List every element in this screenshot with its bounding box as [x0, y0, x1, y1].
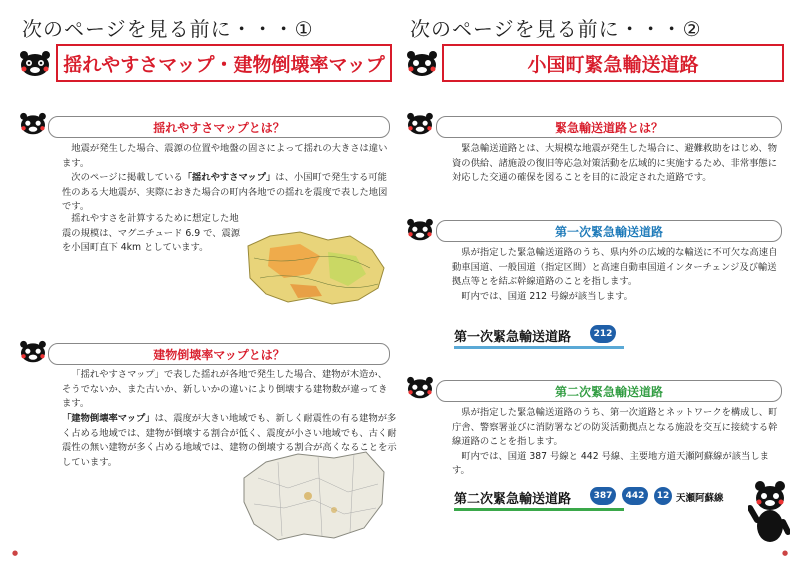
paragraph: 「揺れやすさマップ」で表した揺れが各地で発生した場合、建物が木造か、そうでないか、また古いか、新しいかの違いにより倒壊する建物数が違ってきます。 [62, 369, 388, 409]
right-title: 小国町緊急輸送道路 [442, 44, 784, 82]
route-442-shield-icon: 442 [622, 487, 648, 505]
shaking-map-text-2 [62, 212, 244, 256]
bear-mascot-icon [18, 112, 48, 136]
secondary-road-text [452, 406, 784, 479]
emergency-road-text [452, 142, 782, 186]
shaking-map-image [240, 228, 388, 308]
bear-mascot-icon [405, 218, 435, 242]
paragraph: 町内では、国道 387 号線と 442 号線、主要地方道天瀬阿蘇線が該当します。 [452, 450, 769, 476]
bear-mascot-icon [405, 376, 435, 400]
left-title: 揺れやすさマップ・建物倒壊率マップ [56, 44, 392, 82]
paragraph: 緊急輸送道路とは、大規模な地震が発生した場合に、避難救助をはじめ、物資の供給、諸施設の復旧等応急対策活動を広域的に実施するため、非常事態に対応した交通の確保を図ることを目的に設定された道路です。 [452, 143, 778, 183]
bear-mascot-icon [18, 340, 48, 364]
route-387-shield-icon: 387 [590, 487, 616, 505]
bear-mascot-icon [405, 112, 435, 136]
bear-mascot-icon [18, 50, 52, 78]
paragraph: 町内では、国道 212 号線が該当します。 [461, 290, 633, 302]
route-212-shield-icon: 212 [590, 325, 616, 343]
section-label-primary-road: 第一次緊急輸送道路 [436, 220, 782, 242]
paragraph: 県が指定した緊急輸送道路のうち、県内外の広域的な輸送に不可欠な高速自動車国道、一般国道（指定区間）と高速自動車国道インターチェンジ及び輸送拠点等とを結ぶ幹線道路のことを指します。 [452, 247, 778, 287]
primary-road-underline [454, 346, 624, 349]
section-label-collapse-map: 建物倒壊率マップとは？ [48, 343, 390, 365]
right-heading: 次のページを見る前に・・・② [410, 17, 702, 41]
section-label-secondary-road: 第二次緊急輸送道路 [436, 380, 782, 402]
paragraph: 県が指定した緊急輸送道路のうち、第一次道路とネットワークを構成し、町庁舎、警察署並びに消防署などの防災活動拠点となる施設を交互に接続する幹線道路のことを指します。 [452, 407, 778, 447]
page-number-icon: ● [782, 549, 789, 557]
secondary-road-underline [454, 508, 624, 511]
section-label-emergency-road: 緊急輸送道路とは？ [436, 116, 782, 138]
bear-mascot-icon [405, 50, 439, 78]
page-number-icon: ● [12, 549, 19, 557]
paragraph: 「建物倒壊率マップ」は、震度が大きい地域でも、新しく耐震性の有る建物が多く占める地域では、建物が倒壊する割合が低く、震度が小さい地域でも、古く耐震性の無い建物が多く占める地域では、建物の倒壊する割合が高くなることを示しています。 [62, 413, 397, 468]
collapse-map-image [238, 448, 390, 544]
section-label-shaking-map: 揺れやすさマップとは？ [48, 116, 390, 138]
primary-road-title: 第一次緊急輸送道路 [454, 330, 572, 345]
bear-mascot-waving-icon [748, 478, 790, 548]
pref-route-12-icon: 12 [654, 487, 672, 505]
pref-route-name: 天瀬阿蘇線 [676, 493, 724, 504]
paragraph: 次のページに掲載している「揺れやすさマップ」は、小国町で発生する可能性のある大地震が、実際におきた場合の町内各地での揺れを震度で表した地図です。 [62, 172, 388, 212]
paragraph: 揺れやすさを計算するために想定した地震の規模は、マグニチュード 6.9 で、震源を小国町直下 4km としています。 [62, 213, 241, 253]
shaking-map-text [62, 142, 390, 215]
collapse-map-text [62, 368, 390, 412]
secondary-road-title: 第二次緊急輸送道路 [454, 492, 572, 507]
primary-road-text [452, 246, 784, 304]
paragraph: 地震が発生した場合、震源の位置や地盤の固さによって揺れの大きさは違います。 [62, 143, 388, 169]
left-heading: 次のページを見る前に・・・① [22, 17, 314, 41]
